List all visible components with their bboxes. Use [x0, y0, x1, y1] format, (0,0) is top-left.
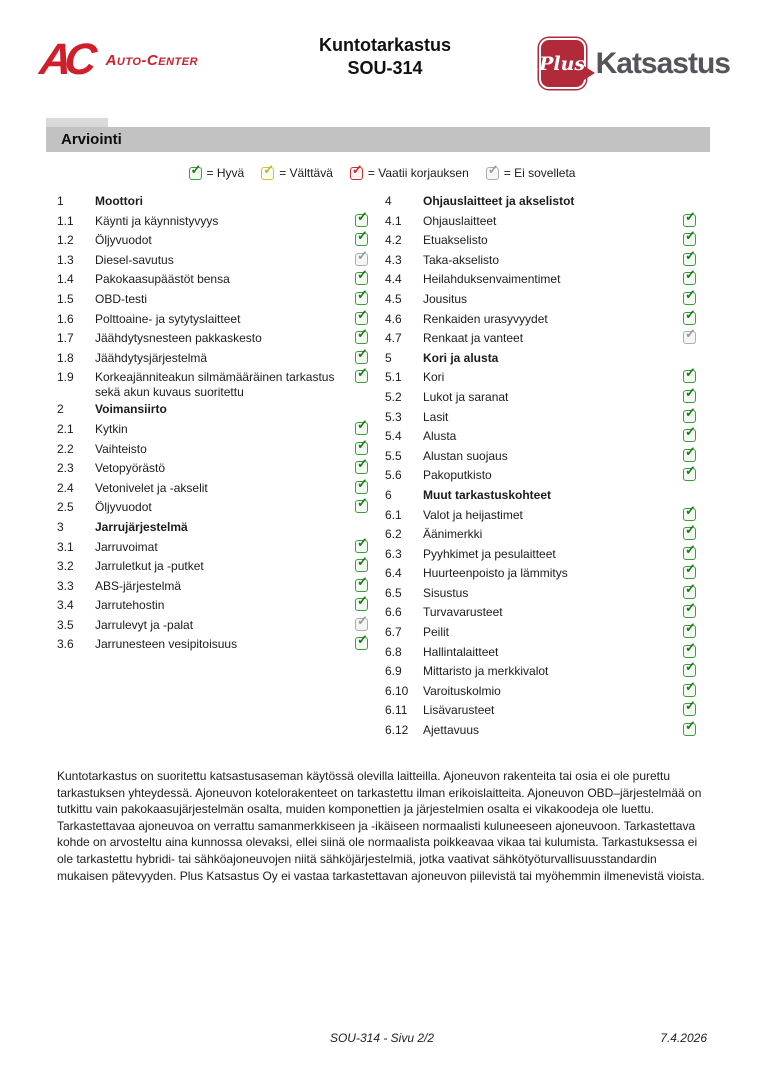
checkmark-icon: ✓ [357, 286, 368, 302]
legend-item-good [189, 161, 245, 180]
inspection-item-row [385, 228, 710, 251]
inspection-item-row [57, 286, 382, 310]
item-number: 3.4 [57, 598, 74, 613]
section-title: Ohjauslaitteet ja akselistot [423, 194, 575, 208]
item-label: Jäähdytysjärjestelmä [95, 350, 208, 365]
checkmark-icon: ✓ [357, 593, 368, 609]
inspection-item-row [385, 541, 710, 565]
item-number: 2.3 [57, 461, 74, 476]
status-checkbox-good [683, 639, 696, 658]
status-checkbox-good [355, 593, 368, 611]
item-number: 1.6 [57, 311, 74, 326]
inspection-item-row [385, 286, 710, 310]
item-number: 6.11 [385, 703, 408, 718]
item-label: Äänimerkki [423, 527, 483, 542]
checkmark-icon: ✓ [357, 456, 368, 472]
item-number: 1.5 [57, 291, 74, 306]
item-label: Diesel-savutus [95, 252, 174, 267]
inspection-item-row [57, 456, 382, 479]
checkmark-icon: ✓ [357, 416, 368, 432]
inspection-item-row [57, 573, 382, 597]
item-label: Öljyvuodot [95, 233, 152, 248]
item-number: 4 [385, 194, 392, 208]
item-number: 5.5 [385, 448, 402, 463]
section-title: Voimansiirto [95, 402, 167, 417]
item-number: 3 [57, 519, 64, 534]
inspection-item-row [57, 632, 382, 655]
checkmark-icon: ✓ [685, 286, 696, 302]
page-title-registration: SOU-314 [347, 58, 423, 78]
item-number: 4.1 [385, 213, 402, 228]
item-label: Jarruvoimat [95, 539, 158, 554]
inspection-item-row [57, 495, 382, 518]
inspection-item-row [57, 593, 382, 616]
item-label: Lukot ja saranat [423, 389, 509, 404]
item-number: 2.1 [57, 421, 74, 436]
status-checkbox-bad [350, 161, 363, 180]
status-checkbox-good [683, 306, 696, 325]
speech-bubble-tail-icon [584, 66, 595, 80]
status-checkbox-good [683, 443, 696, 462]
status-checkbox-good [355, 573, 368, 592]
checkmark-icon: ✓ [357, 208, 368, 224]
item-number: 1 [57, 194, 64, 208]
status-checkbox-fair [261, 161, 275, 180]
assessment-column-left [57, 192, 382, 741]
item-label: Hallintalaitteet [423, 644, 499, 659]
item-label: Huurteenpoisto ja lämmitys [423, 566, 568, 581]
section-header-row [385, 349, 710, 369]
status-checkbox-good [683, 424, 696, 442]
footer [57, 1031, 707, 1047]
page-title-line1: Kuntotarkastus [318, 35, 452, 55]
status-checkbox-good [683, 541, 696, 560]
katsastus-logo-text: Katsastus [595, 46, 730, 80]
item-label: Pyyhkimet ja pesulaitteet [423, 546, 556, 561]
status-checkbox-good [683, 580, 696, 599]
section-bar-title: Arviointi [61, 131, 122, 148]
item-label: Ajettavuus [423, 723, 480, 738]
checkmark-icon: ✓ [263, 161, 275, 177]
item-number: 1.7 [57, 331, 74, 346]
assessment-columns [57, 192, 710, 741]
item-label: Polttoaine- ja sytytyslaitteet [95, 311, 241, 326]
item-label: Pakokaasupäästöt bensa [95, 272, 230, 287]
item-number: 2.4 [57, 480, 74, 495]
status-checkbox-good [355, 267, 368, 285]
status-checkbox-good [355, 286, 368, 305]
item-number: 5.6 [385, 468, 402, 483]
item-number: 6.6 [385, 605, 402, 620]
item-label: Kori [423, 370, 445, 385]
status-checkbox-good [683, 463, 696, 481]
inspection-item-row [385, 326, 710, 349]
status-checkbox-good [355, 306, 368, 325]
status-checkbox-good [355, 554, 368, 572]
checkmark-icon: ✓ [685, 267, 696, 283]
inspection-item-row [385, 522, 710, 545]
checkmark-icon: ✓ [685, 659, 696, 675]
item-label: Vetopyörästö [95, 461, 166, 476]
item-number: 6.10 [385, 683, 409, 698]
item-label: Heilahduksenvaimentimet [423, 272, 561, 287]
status-checkbox-good [355, 365, 368, 383]
section-header-row [385, 192, 710, 212]
item-label: Mittaristo ja merkkivalot [423, 664, 549, 679]
section-header-row [57, 518, 382, 538]
status-checkbox-good [355, 456, 368, 474]
item-number: 6.7 [385, 625, 402, 640]
item-number: 1.4 [57, 272, 74, 287]
legend-label: = Hyvä [206, 166, 245, 180]
status-checkbox-good [683, 365, 696, 383]
item-label: Renkaat ja vanteet [423, 331, 524, 346]
item-number: 6.9 [385, 664, 402, 679]
status-checkbox-good [355, 416, 368, 435]
status-checkbox-good [683, 698, 696, 716]
item-number: 6.4 [385, 566, 402, 581]
inspection-item-row [57, 612, 382, 636]
inspection-item-row [385, 208, 710, 232]
checkmark-icon: ✓ [685, 600, 696, 616]
section-title: Jarrujärjestelmä [95, 519, 188, 534]
inspection-item-row [57, 345, 382, 369]
status-checkbox-good [355, 228, 368, 246]
inspection-item-row [57, 247, 382, 271]
legend-label: = Ei sovelleta [503, 166, 576, 180]
item-label: Etuakselisto [423, 233, 488, 248]
inspection-item-row [385, 267, 710, 290]
item-number: 4.3 [385, 252, 402, 267]
item-number: 3.5 [57, 617, 74, 632]
arviointi-section-bar [46, 127, 710, 152]
inspection-item-row [57, 228, 382, 251]
checkmark-icon: ✓ [685, 326, 696, 342]
item-number: 5 [385, 350, 392, 365]
plus-logo-text: Plus [539, 52, 586, 75]
item-label: Jäähdytysnesteen pakkaskesto [95, 331, 262, 346]
checkmark-icon: ✓ [685, 384, 696, 400]
legend-item-fair [261, 161, 333, 180]
checkmark-icon: ✓ [685, 463, 696, 479]
item-label: Jousitus [423, 291, 468, 306]
checkmark-icon: ✓ [357, 612, 368, 628]
item-label: Lisävarusteet [423, 703, 495, 718]
section-title: Moottori [95, 194, 143, 208]
checkmark-icon: ✓ [685, 620, 696, 636]
item-label: Renkaiden urasyvyydet [423, 311, 548, 326]
item-number: 2.2 [57, 441, 74, 456]
status-checkbox-na [355, 247, 368, 266]
item-label: Jarrulevyt ja -palat [95, 617, 194, 632]
item-number: 2.5 [57, 500, 74, 515]
footer-page-info: SOU-314 - Sivu 2/2 [329, 1031, 435, 1045]
section-header-row [385, 486, 710, 506]
item-number: 1.2 [57, 233, 74, 248]
checkmark-icon: ✓ [357, 475, 368, 491]
inspection-item-row [385, 659, 710, 682]
checkmark-icon: ✓ [685, 404, 696, 420]
inspection-item-row [57, 208, 382, 232]
checkmark-icon: ✓ [357, 306, 368, 322]
inspection-item-row [385, 620, 710, 643]
item-number: 6.3 [385, 546, 402, 561]
item-number: 6 [385, 487, 392, 502]
checkmark-icon: ✓ [685, 502, 696, 518]
status-checkbox-good [683, 228, 696, 246]
inspection-item-row [57, 306, 382, 330]
header [37, 34, 730, 98]
item-number: 2 [57, 402, 64, 417]
item-label: ABS-järjestelmä [95, 578, 182, 593]
checkmark-icon: ✓ [357, 345, 368, 361]
auto-center-logo-mark: AC [37, 35, 93, 84]
item-number: 1.9 [57, 370, 74, 385]
item-number: 6.12 [385, 723, 409, 738]
checkmark-icon: ✓ [351, 161, 363, 177]
checkmark-icon: ✓ [357, 534, 368, 550]
item-label: Sisustus [423, 585, 469, 600]
item-label: Alusta [423, 429, 457, 444]
item-number: 3.2 [57, 559, 74, 574]
checkmark-icon: ✓ [685, 306, 696, 322]
item-label: Korkeajänniteakun silmämääräinen tarkastus sekä akun kuvaus suoritettu [95, 370, 335, 400]
inspection-item-row [385, 404, 710, 428]
item-label: Vaihteisto [95, 441, 147, 456]
inspection-item-row [57, 326, 382, 349]
legend-item-na [486, 161, 576, 180]
status-checkbox-good [355, 632, 368, 650]
status-checkbox-good [683, 620, 696, 638]
item-label: Pakoputkisto [423, 468, 492, 483]
status-checkbox-good [355, 208, 368, 227]
item-number: 4.2 [385, 233, 402, 248]
status-checkbox-good [683, 561, 696, 579]
item-label: Ohjauslaitteet [423, 213, 497, 228]
status-checkbox-good [683, 286, 696, 305]
item-number: 3.1 [57, 539, 74, 554]
auto-center-logo-text: Auto-Center [105, 51, 199, 69]
inspection-item-row [385, 698, 710, 721]
item-label: Taka-akselisto [423, 252, 500, 267]
status-checkbox-good [683, 208, 696, 227]
inspection-item-row [57, 416, 382, 440]
checkmark-icon: ✓ [357, 247, 368, 263]
status-checkbox-na [355, 612, 368, 631]
checkmark-icon: ✓ [685, 443, 696, 459]
inspection-item-row [385, 443, 710, 467]
checkmark-icon: ✓ [190, 161, 202, 177]
item-label: Alustan suojaus [423, 448, 508, 463]
item-label: Lasit [423, 409, 449, 424]
checkmark-icon: ✓ [357, 436, 368, 452]
item-label: Peilit [423, 625, 450, 640]
status-checkbox-good [355, 345, 368, 364]
inspection-item-row [385, 600, 710, 623]
inspection-item-row [385, 424, 710, 447]
checkmark-icon: ✓ [685, 247, 696, 263]
disclaimer-text: Kuntotarkastus on suoritettu katsastusaseman käytössä olevilla laitteilla. Ajoneuvon rakenteita tai osia ei ole purettu tarkastuksen yhteydessä. Ajoneuvon kotelorakenteet on tarkastettu ilman erikoislaitteita. Ajoneuvon OBD–järjestelmää on tutkittu vain pakokaasujärjestelmän osalta, muiden komponettien ja järjestelmien osalta ei vikakoodeja ole luettu. Tarkastettavaa ajoneuvoa on verrattu samanmerkkiseen ja -ikäiseen normaalisti kuluneeseen ajoneuvoon. Tarkastettava kohde on arvosteltu aina kunnossa olevaksi, ellei siinä ole normaalista poikkeavaa vikaa tai kulumista. Tarkastuksessa ei ole tarkastettu hybridi- tai sähköajoneuvojen niitä sähköjärjestelmiä, jotka vaativat sähkötyöturvallisuusstandardin mukaisen pätevyyden. Plus Katsastus Oy ei vastaa tarkastettavan ajoneuvon piilevistä tai myöhemmin ilmenevistä vioista. [57, 769, 705, 883]
item-number: 4.4 [385, 272, 402, 287]
status-checkbox-good [683, 502, 696, 521]
checkmark-icon: ✓ [357, 326, 368, 342]
inspection-item-row [385, 639, 710, 663]
item-label: Valot ja heijastimet [423, 507, 523, 522]
status-checkbox-good [683, 718, 696, 736]
status-checkbox-good [683, 404, 696, 423]
legend-label: = Vaatii korjauksen [367, 166, 469, 180]
checkmark-icon: ✓ [685, 580, 696, 596]
item-number: 1.8 [57, 350, 74, 365]
item-label: Turvavarusteet [423, 605, 503, 620]
inspection-item-row [385, 384, 710, 408]
checkmark-icon: ✓ [685, 522, 696, 538]
status-checkbox-na [486, 161, 499, 180]
footer-date: 7.4.2026 [660, 1031, 707, 1045]
plus-katsastus-logo [539, 38, 730, 89]
checkmark-icon: ✓ [685, 561, 696, 577]
section-title: Kori ja alusta [423, 350, 499, 365]
section-bar-stub [46, 118, 108, 127]
checkmark-icon: ✓ [685, 365, 696, 381]
status-checkbox-good [189, 161, 202, 180]
section-header-row [57, 400, 382, 420]
status-checkbox-na [683, 326, 696, 344]
status-legend [0, 163, 764, 183]
checkmark-icon: ✓ [685, 698, 696, 714]
checkmark-icon: ✓ [487, 161, 499, 177]
assessment-column-right [385, 192, 710, 741]
legend-item-bad [350, 161, 469, 180]
checkmark-icon: ✓ [357, 632, 368, 648]
checkmark-icon: ✓ [685, 639, 696, 655]
item-number: 5.4 [385, 429, 402, 444]
item-label: OBD-testi [95, 291, 148, 306]
status-checkbox-good [683, 600, 696, 618]
checkmark-icon: ✓ [685, 228, 696, 244]
inspection-item-row [385, 306, 710, 330]
inspection-item-row [57, 475, 382, 499]
status-checkbox-good [355, 475, 368, 494]
plus-logo-bubble [539, 38, 586, 89]
status-checkbox-good [683, 522, 696, 540]
status-checkbox-good [683, 659, 696, 677]
section-header-row [57, 192, 382, 212]
item-number: 1.3 [57, 252, 74, 267]
item-number: 5.1 [385, 370, 402, 385]
checkmark-icon: ✓ [357, 495, 368, 511]
item-number: 3.3 [57, 578, 74, 593]
inspection-item-row [385, 561, 710, 584]
item-number: 6.5 [385, 585, 402, 600]
inspection-item-row [57, 534, 382, 558]
inspection-item-row [385, 247, 710, 271]
checkmark-icon: ✓ [685, 718, 696, 734]
item-number: 4.6 [385, 311, 402, 326]
item-number: 4.7 [385, 331, 402, 346]
checkmark-icon: ✓ [357, 365, 368, 381]
inspection-item-row [57, 554, 382, 577]
item-number: 4.5 [385, 291, 402, 306]
item-label: Jarrutehostin [95, 598, 165, 613]
inspection-item-row [385, 678, 710, 702]
checkmark-icon: ✓ [357, 267, 368, 283]
status-checkbox-good [355, 326, 368, 344]
item-label: Jarrunesteen vesipitoisuus [95, 637, 238, 652]
inspection-item-row [385, 463, 710, 486]
status-checkbox-good [683, 678, 696, 697]
inspection-item-row [57, 267, 382, 290]
status-checkbox-good [355, 495, 368, 513]
status-checkbox-good [683, 384, 696, 403]
item-label: Öljyvuodot [95, 500, 152, 515]
status-checkbox-good [683, 267, 696, 285]
item-label: Jarruletkut ja -putket [95, 559, 204, 574]
item-number: 1.1 [57, 213, 74, 228]
checkmark-icon: ✓ [685, 424, 696, 440]
checkmark-icon: ✓ [357, 554, 368, 570]
section-title: Muut tarkastuskohteet [423, 487, 552, 502]
status-checkbox-good [683, 247, 696, 266]
item-label: Vetonivelet ja -akselit [95, 480, 208, 495]
inspection-item-row [57, 436, 382, 460]
status-checkbox-good [355, 436, 368, 455]
checkmark-icon: ✓ [685, 678, 696, 694]
item-number: 5.3 [385, 409, 402, 424]
item-label: Kytkin [95, 421, 128, 436]
item-number: 5.2 [385, 389, 402, 404]
status-checkbox-good [355, 534, 368, 553]
inspection-item-row [57, 365, 382, 400]
item-number: 6.2 [385, 527, 402, 542]
item-number: 6.8 [385, 644, 402, 659]
checkmark-icon: ✓ [357, 573, 368, 589]
item-number: 3.6 [57, 637, 74, 652]
checkmark-icon: ✓ [685, 541, 696, 557]
checkmark-icon: ✓ [685, 208, 696, 224]
item-label: Varoituskolmio [423, 683, 501, 698]
inspection-item-row [385, 365, 710, 388]
inspection-item-row [385, 718, 710, 741]
inspection-item-row [385, 580, 710, 604]
item-label: Käynti ja käynnistyvyys [95, 213, 219, 228]
inspection-item-row [385, 502, 710, 526]
item-number: 6.1 [385, 507, 402, 522]
checkmark-icon: ✓ [357, 228, 368, 244]
legend-label: = Välttävä [279, 166, 333, 180]
